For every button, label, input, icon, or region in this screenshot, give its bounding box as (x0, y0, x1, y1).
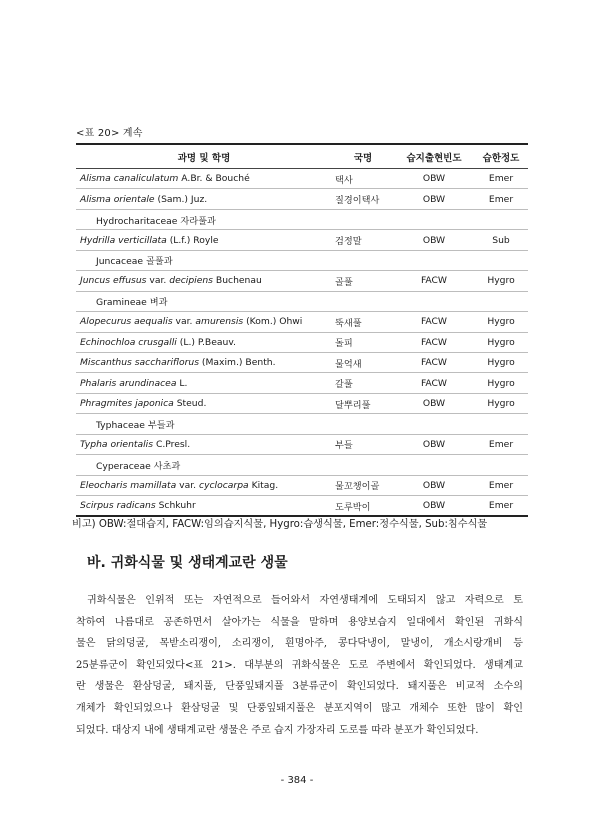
scientific-name-cell (76, 230, 332, 250)
family-row (76, 455, 528, 475)
family-row (76, 209, 528, 229)
infraspecific-rank: var. (175, 316, 193, 328)
species-epithet: canaliculatum (113, 173, 179, 185)
empty-cell (394, 455, 474, 475)
wetness-cell: Emer (474, 189, 528, 209)
genus-name: Alisma (80, 193, 111, 205)
author-citation: (Kom.) Ohwi (246, 316, 303, 328)
body-line: 되었다. 대상지 내에 생태계교란 생물은 주로 습지 가장자리 도로를 따라 분포가 확인되었다. (76, 724, 479, 736)
infraspecific-epithet: cyclocarpa (199, 479, 249, 491)
family-row (76, 250, 528, 270)
section-heading: 바. 귀화식물 및 생태계교란 생물 (87, 555, 288, 571)
korean-name-cell: 골풀 (332, 271, 394, 291)
header-wetness: 습한정도 (474, 144, 528, 169)
family-cell (76, 414, 332, 434)
wetness-cell: Hygro (474, 332, 528, 352)
empty-cell (332, 455, 394, 475)
wetness-cell: Hygro (474, 271, 528, 291)
body-line: 착하여 나름대로 공존하면서 살아가는 식물을 말하며 용양보습지 일대에서 확인된 귀화식 (76, 616, 523, 628)
table-note: 비고) OBW:절대습지, FACW:임의습지식물, Hygro:습생식물, Emer:정수식물, Sub:침수식물 (72, 519, 488, 530)
wetness-cell: Emer (474, 496, 528, 517)
empty-cell (394, 250, 474, 270)
wetland-frequency-cell: OBW (394, 496, 474, 517)
genus-name: Eleocharis (80, 479, 128, 491)
scientific-name-cell (76, 312, 332, 332)
wetland-frequency-cell: OBW (394, 393, 474, 413)
infraspecific-rank: var. (179, 479, 197, 491)
empty-cell (332, 414, 394, 434)
species-row (76, 475, 528, 495)
body-line: 물은 닭의덩굴, 목받소리쟁이, 소리쟁이, 흰명아주, 콩다닥냉이, 말냉이, 개소시랑개비 등 (76, 638, 523, 650)
family-korean-name: 사초과 (153, 460, 181, 472)
author-citation: C.Presl. (155, 438, 191, 450)
scientific-name-cell (76, 496, 332, 517)
genus-name: Miscanthus (80, 357, 132, 369)
body-line: 개체가 확인되었으나 환삼덩굴 및 단풍잎돼지풀은 분포지역이 많고 개체수 또한 많이 확인 (76, 702, 523, 714)
empty-cell (332, 250, 394, 270)
korean-name-cell: 물억새 (332, 352, 394, 372)
family-latin-name: Gramineae (96, 297, 147, 309)
genus-name: Typha (80, 438, 108, 450)
genus-name: Scirpus (80, 500, 114, 512)
species-row (76, 373, 528, 393)
header-wetland-frequency: 습지출현빈도 (394, 144, 474, 169)
wetland-frequency-cell: FACW (394, 373, 474, 393)
wetness-cell: Emer (474, 434, 528, 454)
wetland-frequency-cell: OBW (394, 230, 474, 250)
wetness-cell: Hygro (474, 352, 528, 372)
wetland-frequency-cell: OBW (394, 434, 474, 454)
wetland-frequency-cell: OBW (394, 169, 474, 189)
header-name: 과명 및 학명 (76, 144, 332, 169)
family-korean-name: 자라풀과 (180, 215, 216, 227)
author-citation: (L.f.) Royle (169, 234, 219, 246)
empty-cell (474, 291, 528, 311)
species-epithet: mamillata (130, 479, 177, 491)
family-latin-name: Cyperaceae (96, 460, 151, 472)
empty-cell (394, 414, 474, 434)
family-latin-name: Hydrocharitaceae (96, 215, 178, 227)
wetness-cell: Hygro (474, 312, 528, 332)
family-cell (76, 455, 332, 475)
species-row (76, 169, 528, 189)
species-epithet: effusus (112, 275, 147, 287)
scientific-name-cell (76, 189, 332, 209)
korean-name-cell: 질경이택사 (332, 189, 394, 209)
wetland-frequency-cell: FACW (394, 352, 474, 372)
genus-name: Hydrilla (80, 234, 116, 246)
plant-species-table (76, 143, 528, 517)
genus-name: Juncus (80, 275, 111, 287)
species-epithet: crusgalli (138, 336, 177, 348)
author-citation: (L.) P.Beauv. (179, 336, 236, 348)
empty-cell (474, 209, 528, 229)
body-line: 귀화식물은 인위적 또는 자연적으로 들어와서 자연생태계에 도태되지 않고 자력으로 토 (87, 595, 523, 606)
infraspecific-epithet: amurensis (195, 316, 244, 328)
korean-name-cell: 갈풀 (332, 373, 394, 393)
family-cell (76, 209, 332, 229)
wetness-cell: Emer (474, 169, 528, 189)
wetness-cell: Sub (474, 230, 528, 250)
korean-name-cell: 돌피 (332, 332, 394, 352)
genus-name: Echinochloa (80, 336, 136, 348)
body-line: 25분류군이 확인되었다<표 21>. 대부분의 귀화식물은 도로 주변에서 확인되었다. 생태계교 (76, 659, 523, 671)
korean-name-cell: 검정말 (332, 230, 394, 250)
author-citation: Buchenau (215, 275, 262, 287)
species-row (76, 393, 528, 413)
author-citation: Steud. (176, 398, 207, 410)
author-citation: A.Br. & Bouché (181, 173, 250, 185)
infraspecific-epithet: decipiens (169, 275, 213, 287)
species-row (76, 271, 528, 291)
family-latin-name: Juncaceae (96, 256, 144, 268)
species-epithet: orientalis (110, 438, 154, 450)
species-row (76, 352, 528, 372)
scientific-name-cell (76, 169, 332, 189)
wetland-frequency-cell: FACW (394, 332, 474, 352)
empty-cell (394, 291, 474, 311)
genus-name: Alopecurus (80, 316, 132, 328)
korean-name-cell: 도루박이 (332, 496, 394, 517)
scientific-name-cell (76, 332, 332, 352)
species-epithet: aequalis (134, 316, 173, 328)
wetland-frequency-cell: FACW (394, 312, 474, 332)
genus-name: Phalaris (80, 377, 117, 389)
empty-cell (474, 414, 528, 434)
empty-cell (394, 209, 474, 229)
family-row (76, 414, 528, 434)
author-citation: (Maxim.) Benth. (201, 357, 276, 369)
page-number: - 384 - (280, 775, 314, 786)
scientific-name-cell (76, 373, 332, 393)
species-epithet: orientale (113, 193, 155, 205)
family-cell (76, 291, 332, 311)
wetland-frequency-cell: OBW (394, 475, 474, 495)
wetness-cell: Hygro (474, 393, 528, 413)
korean-name-cell: 택사 (332, 169, 394, 189)
author-citation: Kitag. (251, 479, 279, 491)
species-row (76, 332, 528, 352)
species-row (76, 434, 528, 454)
genus-name: Alisma (80, 173, 111, 185)
scientific-name-cell (76, 434, 332, 454)
species-epithet: japonica (135, 398, 174, 410)
species-row (76, 496, 528, 517)
empty-cell (332, 291, 394, 311)
wetland-frequency-cell: FACW (394, 271, 474, 291)
korean-name-cell: 뚝새풀 (332, 312, 394, 332)
body-paragraph (76, 590, 523, 741)
scientific-name-cell (76, 393, 332, 413)
family-korean-name: 부들과 (147, 419, 175, 431)
family-latin-name: Typhaceae (96, 419, 145, 431)
empty-cell (474, 250, 528, 270)
author-citation: L. (179, 377, 188, 389)
family-korean-name: 골풀과 (145, 256, 173, 268)
scientific-name-cell (76, 475, 332, 495)
korean-name-cell: 물꼬챙이골 (332, 475, 394, 495)
species-epithet: sacchariflorus (134, 357, 199, 369)
species-epithet: verticillata (118, 234, 167, 246)
infraspecific-rank: var. (149, 275, 167, 287)
species-row (76, 312, 528, 332)
empty-cell (474, 455, 528, 475)
header-korean-name: 국명 (332, 144, 394, 169)
species-row (76, 189, 528, 209)
family-row (76, 291, 528, 311)
wetness-cell: Hygro (474, 373, 528, 393)
table-header-row (76, 144, 528, 169)
species-epithet: arundinacea (119, 377, 177, 389)
body-line: 란 생물은 환삼덩굴, 돼지풀, 단풍잎돼지풀 3분류군이 확인되었다. 돼지풀은 비교적 소수의 (76, 681, 523, 693)
korean-name-cell: 달뿌리풀 (332, 393, 394, 413)
author-citation: (Sam.) Juz. (157, 193, 208, 205)
korean-name-cell: 부들 (332, 434, 394, 454)
author-citation: Schkuhr (158, 500, 196, 512)
wetland-frequency-cell: OBW (394, 189, 474, 209)
empty-cell (332, 209, 394, 229)
genus-name: Phragmites (80, 398, 133, 410)
family-cell (76, 250, 332, 270)
wetness-cell: Emer (474, 475, 528, 495)
family-korean-name: 벼과 (149, 297, 168, 309)
species-row (76, 230, 528, 250)
scientific-name-cell (76, 352, 332, 372)
species-epithet: radicans (116, 500, 156, 512)
table-caption: <표 20> 계속 (76, 128, 143, 139)
scientific-name-cell (76, 271, 332, 291)
